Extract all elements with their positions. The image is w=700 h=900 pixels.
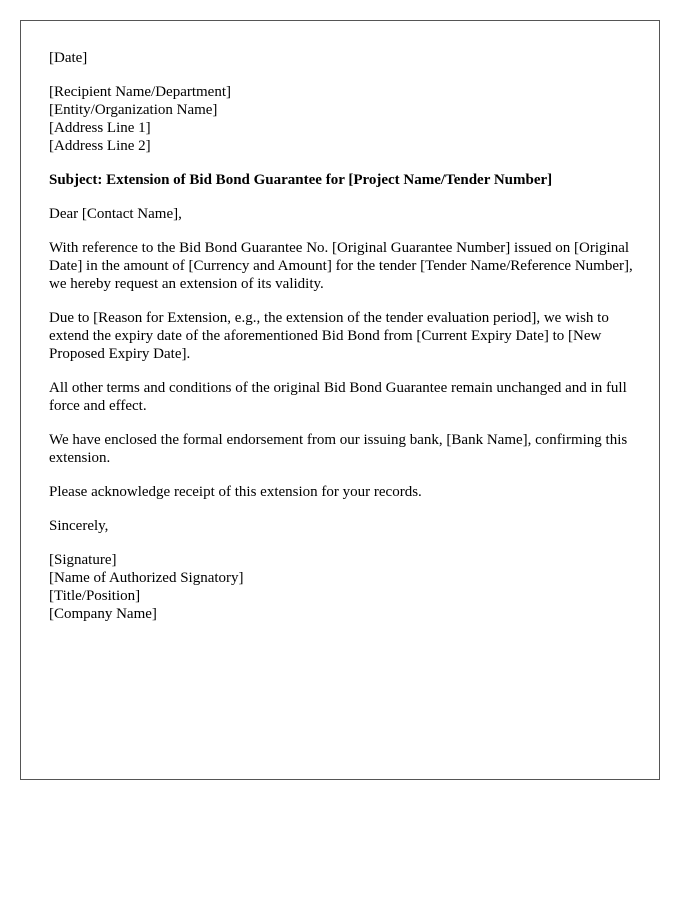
- body-paragraph-reason: Due to [Reason for Extension, e.g., the extension of the tender evaluation period], we wish to extend the expiry date of the aforementioned Bid Bond from [Current Expiry Date] to [New Proposed Expiry Date].: [49, 310, 609, 362]
- body-paragraph-acknowledge: Please acknowledge receipt of this extension for your records.: [49, 484, 422, 500]
- body-paragraph-enclosure: We have enclosed the formal endorsement from our issuing bank, [Bank Name], confirming this extension.: [49, 432, 628, 466]
- signatory-title: [Title/Position]: [49, 588, 141, 604]
- recipient-address-line-2: [Address Line 2]: [49, 138, 151, 154]
- signature-block: [49, 551, 639, 623]
- letter-body: [49, 49, 639, 639]
- body-paragraph-reference: With reference to the Bid Bond Guarantee No. [Original Guarantee Number] issued on [Original Date] in the amount of [Currency and Amount] for the tender [Tender Name/Reference Number], we hereby request an extension of its validity.: [49, 240, 633, 292]
- recipient-address-block: [49, 83, 639, 155]
- signature-placeholder: [Signature]: [49, 552, 117, 568]
- date-line: [49, 49, 639, 67]
- salutation: Dear [Contact Name],: [49, 206, 182, 222]
- body-paragraph-terms: All other terms and conditions of the original Bid Bond Guarantee remain unchanged and in full force and effect.: [49, 380, 627, 414]
- company-name: [Company Name]: [49, 606, 157, 622]
- letter-date: [Date]: [49, 50, 88, 66]
- signatory-name: [Name of Authorized Signatory]: [49, 570, 244, 586]
- recipient-name-department: [Recipient Name/Department]: [49, 84, 232, 100]
- subject-line: Subject: Extension of Bid Bond Guarantee for [Project Name/Tender Number]: [49, 172, 553, 188]
- closing: Sincerely,: [49, 518, 109, 534]
- recipient-organization: [Entity/Organization Name]: [49, 102, 218, 118]
- recipient-address-line-1: [Address Line 1]: [49, 120, 151, 136]
- letter-page: [20, 20, 660, 780]
